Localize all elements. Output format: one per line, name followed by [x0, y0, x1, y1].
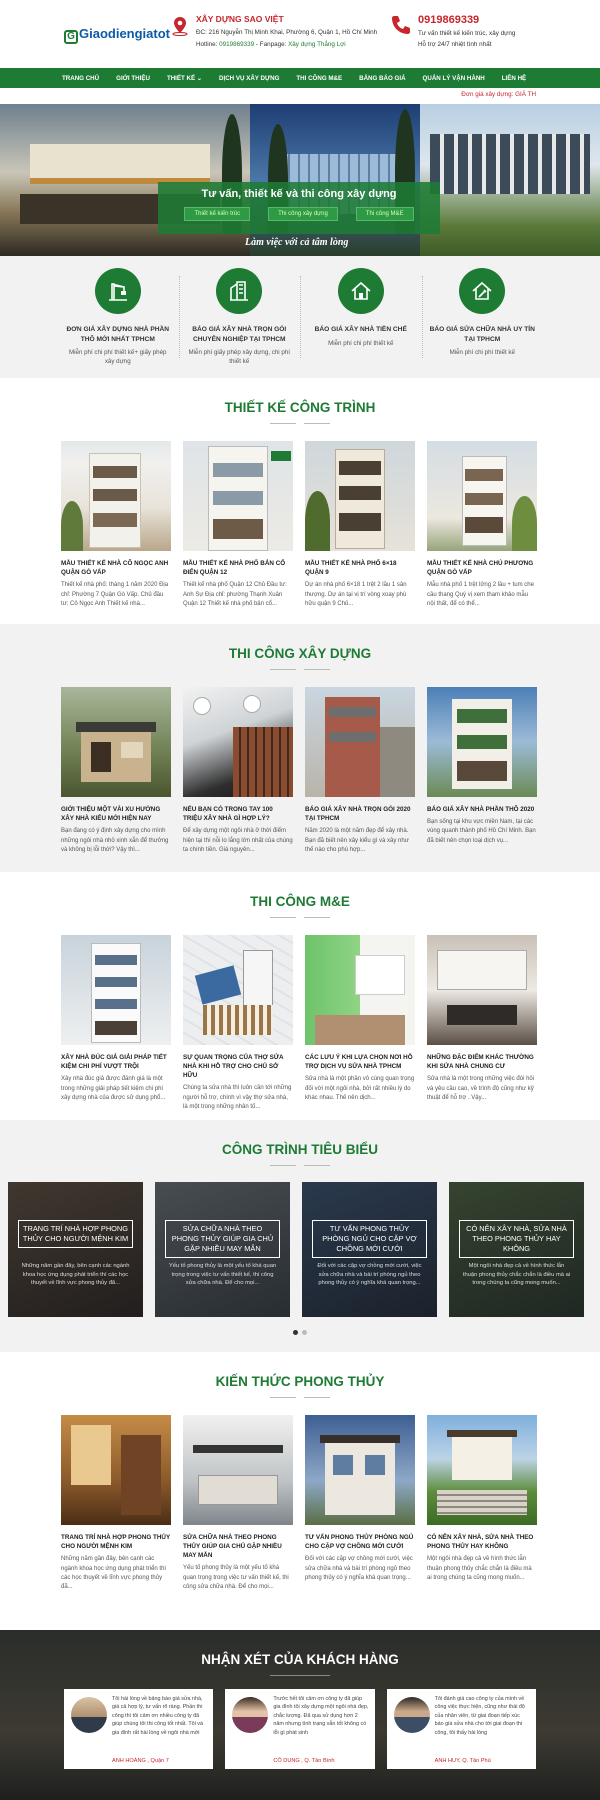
hotline-link[interactable]: 0919869339 [219, 41, 255, 48]
post-card[interactable] [61, 687, 171, 855]
post-excerpt: Thiết kế nhà phố Quận 12 Chủ Đầu tư: Anh Sự Địa chỉ: phường Thạnh Xuân Quận 12 Thiết kế nhà phố bản cổ... [183, 582, 287, 607]
reviewer-name: ANH HOÀNG , Quận 7 [112, 1758, 169, 1764]
featured-title[interactable]: SỬA CHỮA NHÀ THEO PHONG THỦY GIÚP GIA CHỦ GẶP NHIỀU MAY MẮN [165, 1220, 280, 1258]
service-desc: Miễn phí chi phí thiết kế [328, 339, 394, 347]
post-card[interactable] [305, 935, 415, 1112]
logo-text: Giaodiengiatot [79, 26, 170, 41]
avatar [232, 1697, 268, 1733]
post-thumbnail[interactable] [61, 1415, 171, 1525]
post-thumbnail[interactable] [305, 935, 415, 1045]
hero-overlay [158, 182, 440, 234]
hotline-line [196, 41, 377, 48]
review-text: Trước hết tôi cảm ơn công ty đã giúp gia đình tôi xây dựng một ngôi nhà đẹp, chắc lượng. Đã qua sử dụng hơn 2 năm nhưng tình trạng vẫn tốt không có lỗi gì phát sinh [273, 1696, 369, 1736]
main-nav [0, 68, 600, 88]
crane-icon [106, 279, 130, 303]
company-title: XÂY DỰNG SAO VIỆT [196, 14, 284, 24]
featured-carousel [0, 1182, 600, 1317]
post-thumbnail[interactable] [305, 441, 415, 551]
nav-item-about[interactable]: GIỚI THIỆU [116, 74, 150, 82]
post-thumbnail[interactable] [61, 441, 171, 551]
post-title[interactable]: CÓ NÊN XÂY NHÀ, SỬA NHÀ THEO PHONG THỦY HAY KHÔNG [427, 1534, 534, 1551]
service-desc: Miễn phí giấy phép xây dựng, chi phí thiết kế [188, 349, 290, 366]
service-title: ĐƠN GIÁ XÂY DỰNG NHÀ PHẦN THÔ MỚI NHẤT TPHCM [66, 326, 170, 343]
house-build-icon [349, 279, 373, 303]
post-card[interactable] [427, 441, 537, 609]
service-item[interactable] [422, 256, 544, 378]
post-thumbnail[interactable] [427, 935, 537, 1045]
post-card[interactable] [305, 1415, 415, 1592]
featured-excerpt: Những năm gần đây, bên cạnh các ngành khoa học ứng dụng phát triển thì các học thuyết về lĩnh vực phong thủy đã... [21, 1263, 130, 1287]
hero-banner [0, 104, 600, 256]
service-desc: Miễn phí chi phí thiết kế [449, 349, 515, 357]
featured-card[interactable] [449, 1182, 584, 1317]
service-item[interactable] [300, 256, 422, 378]
post-excerpt: Đối với các cặp vợ chồng mới cưới, việc sửa chữa nhà và bài trí phòng ngủ theo phong thủy có ý nghĩa khá quan trọng... [305, 1556, 413, 1581]
logo-mark: G [64, 30, 78, 44]
heading-ornament [270, 914, 330, 920]
service-title: BÁO GIÁ SỬA CHỮA NHÀ UY TÍN TẠI TPHCM [429, 326, 535, 343]
post-card[interactable] [183, 441, 293, 609]
post-title[interactable]: XÂY NHÀ ĐÚC GIẢ GIẢI PHÁP TIẾT KIỆM CHI PHÍ VƯỢT TRỘI [61, 1054, 167, 1071]
hero-button-design[interactable]: Thiết kế kiến trúc [184, 207, 250, 221]
service-desc: Miễn phí chi phí thiết kế+ giấy phép xây dựng [68, 349, 167, 366]
post-title[interactable]: TRANG TRÍ NHÀ HỢP PHONG THỦY CHO NGƯỜI MỆNH KIM [61, 1534, 171, 1551]
post-excerpt: Bạn đang có ý định xây dựng cho mình những ngôi nhà nhỏ xinh xắn để thưởng và không bị lỗi thời? Vậy thì... [61, 828, 169, 853]
post-title[interactable]: NẾU BẠN CÓ TRONG TAY 100 TRIỆU XÂY NHÀ GÌ HỢP LÝ? [183, 806, 273, 823]
post-title[interactable]: MẪU THIẾT KẾ NHÀ CHÚ PHƯƠNG QUẬN GÒ VẤP [427, 560, 534, 577]
heading-ornament [270, 1672, 330, 1678]
company-address: ĐC: 216 Nguyễn Thị Minh Khai, Phường 6, Quận 1, Hồ Chí Minh [196, 29, 378, 36]
post-excerpt: Sửa nhà là một phần vô cùng quan trọng đối với một ngôi nhà, bởi rất nhiều lý do khác nhau. Thế nên dịch... [305, 1076, 415, 1101]
post-card[interactable] [305, 687, 415, 855]
featured-excerpt: Yếu tố phong thủy là một yếu tố khá quan trọng trong việc tư vấn thiết kế, thi công sửa chữa nhà. Để cho mọi... [168, 1263, 277, 1287]
section-heading: CÔNG TRÌNH TIÊU BIỂU [221, 1142, 378, 1157]
post-thumbnail[interactable] [183, 1415, 293, 1525]
hero-heading: Tư vấn, thiết kế và thi công xây dựng [201, 188, 397, 200]
service-icon-badge [338, 268, 384, 314]
review-text: Tôi hài lòng về bảng báo giá sửa nhà, giá cả hợp lý, tư vấn rõ ràng. Phần thi công thì tôi cảm ơn nhiều công ty đã giúp chúng tôi thi công tốt nhất. Tôi và gia đình rất hài lòng về ngôi nhà mới [112, 1696, 204, 1736]
service-title: BÁO GIÁ XÂY NHÀ TRỌN GÓI CHUYÊN NGHIỆP TẠI TPHCM [192, 326, 287, 343]
nav-item-operations[interactable]: QUẢN LÝ VẬN HÀNH [422, 74, 485, 82]
post-title[interactable]: SỬA CHỮA NHÀ THEO PHONG THỦY GIÚP GIA CHỦ GẶP NHIỀU MAY MẮN [183, 1534, 282, 1560]
review-card [225, 1689, 374, 1769]
price-ticker[interactable]: Đơn giá xây dựng: GIÁ TH [461, 91, 536, 98]
ticker-bar [0, 88, 600, 104]
post-excerpt: Năm 2020 là một năm đẹp để xây nhà. Bạn đã biết nên xây kiểu gì và xây như thế nào cho phù hợp... [305, 828, 409, 853]
site-logo[interactable] [64, 26, 170, 44]
services-strip [0, 256, 600, 378]
post-title[interactable]: NHỮNG ĐẶC ĐIỂM KHÁC THƯỜNG KHI SỬA NHÀ CHUNG CƯ [427, 1054, 534, 1071]
nav-item-services[interactable]: DỊCH VỤ XÂY DỰNG [219, 74, 280, 82]
building-icon [227, 279, 251, 303]
heading-ornament [270, 420, 330, 426]
reviewer-name: CÔ DUNG , Q. Tân Bình [273, 1758, 335, 1764]
post-thumbnail[interactable] [427, 687, 537, 797]
fengshui-section [0, 1352, 600, 1610]
service-icon-badge [95, 268, 141, 314]
post-thumbnail[interactable] [427, 441, 537, 551]
carousel-dot[interactable] [293, 1330, 298, 1335]
fanpage-link[interactable]: Xây dựng Thắng Lợi [288, 41, 346, 48]
contact-info [170, 14, 377, 48]
heading-ornament [270, 1394, 330, 1400]
service-title: BÁO GIÁ XÂY NHÀ TIỀN CHẾ [314, 326, 407, 333]
post-excerpt: Sửa nhà là một trong những việc đòi hỏi và yêu cầu cao, về trình độ cũng như kỹ thuật để hỗ trợ . Vậy... [427, 1076, 535, 1101]
post-card[interactable] [183, 687, 293, 855]
location-icon [170, 16, 190, 36]
hero-tagline: Làm việc với cả tâm lòng [245, 237, 349, 248]
post-thumbnail[interactable] [183, 687, 293, 797]
section-heading: NHẬN XÉT CỦA KHÁCH HÀNG [201, 1652, 399, 1667]
post-thumbnail[interactable] [61, 687, 171, 797]
review-card [387, 1689, 536, 1769]
post-thumbnail[interactable] [427, 1415, 537, 1525]
hero-button-construction[interactable]: Thi công xây dựng [268, 207, 338, 221]
post-title[interactable]: MẪU THIẾT KẾ NHÀ CÔ NGỌC ANH QUẬN GÒ VẤP [61, 560, 169, 577]
construction-section [0, 624, 600, 872]
post-card[interactable] [183, 935, 293, 1112]
post-card[interactable] [183, 1415, 293, 1592]
hero-button-mep[interactable]: Thi công M&E [356, 207, 414, 221]
post-card[interactable] [61, 441, 171, 609]
hotline-number[interactable]: 0919869339 [418, 14, 480, 26]
post-card[interactable] [427, 687, 537, 855]
featured-excerpt: Một ngôi nhà đẹp cả về hình thức lẫn thuận phong thủy chắc chắn là điều mà ai trong chúng ta cũng mong muốn... [462, 1263, 571, 1287]
repair-house-icon [470, 279, 494, 303]
hotline-desc-1: Tư vấn thiết kế kiến trúc, xây dựng [418, 30, 516, 37]
featured-excerpt: Đối với các cặp vợ chồng mới cưới, việc sửa chữa nhà và bài trí phòng ngủ theo phong thủy có ý nghĩa khá quan trọng... [317, 1263, 422, 1287]
featured-card[interactable] [155, 1182, 290, 1317]
post-title[interactable]: CÁC LƯU Ý KHI LỰA CHỌN NƠI HỖ TRỢ DỊCH VỤ SỬA NHÀ TPHCM [305, 1054, 413, 1071]
post-card[interactable] [427, 935, 537, 1112]
post-excerpt: Những năm gần đây, bên cạnh các ngành khoa học ứng dụng phát triển thì các học thuyết về lĩnh vực phong thủy đã... [61, 1556, 167, 1591]
section-heading: KIẾN THỨC PHONG THỦY [215, 1374, 385, 1389]
post-thumbnail[interactable] [61, 935, 171, 1045]
post-thumbnail[interactable] [305, 687, 415, 797]
featured-card[interactable] [8, 1182, 143, 1317]
fanpage-label: - Fanpage: [255, 41, 287, 48]
featured-title[interactable]: TƯ VẤN PHONG THỦY PHÒNG NGỦ CHO CẶP VỢ CHỒNG MỚI CƯỚI [312, 1220, 427, 1258]
post-excerpt: Một ngôi nhà đẹp cả về hình thức lẫn thuận phong thủy chắc chắn là điều mà ai trong chúng ta cũng mong muốn... [427, 1556, 532, 1581]
service-item[interactable] [57, 256, 179, 378]
hotline-desc-2: Hỗ trợ 24/7 nhiệt tình nhất [418, 41, 492, 48]
review-text: Tôi đánh giá cao công ty của mình về công việc thực hiện, cũng như thái độ của nhân viên, từ giai đoạn tiếp xúc báo giá sửa nhà cho tới giai đoạn thi công, tôi thấy hài lòng [434, 1696, 525, 1736]
featured-card[interactable] [302, 1182, 437, 1317]
mep-section [0, 872, 600, 1120]
post-card[interactable] [427, 1415, 537, 1592]
post-excerpt: Mẫu nhà phố 1 trệt lửng 2 lầu + tum che cầu thang Quý vị xem tham khảo mẫu nội thất, để có thể... [427, 582, 534, 607]
post-title[interactable]: TƯ VẤN PHONG THỦY PHÒNG NGỦ CHO CẶP VỢ CHỒNG MỚI CƯỚI [305, 1534, 414, 1551]
header-hotline [390, 14, 515, 48]
section-heading: THI CÔNG M&E [250, 894, 350, 909]
post-title[interactable]: MẪU THIẾT KẾ NHÀ PHỐ 6×18 QUẬN 9 [305, 560, 397, 577]
post-thumbnail[interactable] [305, 1415, 415, 1525]
section-heading: THI CÔNG XÂY DỰNG [228, 646, 372, 661]
featured-title[interactable]: TRANG TRÍ NHÀ HỢP PHONG THỦY CHO NGƯỜI MỆNH KIM [18, 1220, 133, 1248]
nav-item-design[interactable]: THIẾT KẾ ⌄ [166, 74, 203, 82]
avatar [71, 1697, 107, 1733]
post-excerpt: Bạn sống tại khu vực miền Nam, tại các vùng quanh thành phố Hồ Chí Minh. Bạn đã biết nên chọn loại dịch vụ... [427, 819, 536, 844]
post-excerpt: Để xây dựng một ngôi nhà ở thời điểm hiện tại thì nỗi lo lắng lớn nhất của chúng ta chính tiền. Giá nguyên... [183, 828, 293, 853]
post-excerpt: Dự án nhà phố 6×18 1 trệt 2 lầu 1 sân thượng. Dự án tại vị trí vòng xoay phù hữu quận 9 Chủ... [305, 582, 407, 607]
site-header [0, 0, 600, 68]
service-icon-badge [216, 268, 262, 314]
nav-item-pricing[interactable]: BẢNG BÁO GIÁ [359, 74, 406, 82]
reviews-section [0, 1630, 600, 1800]
post-thumbnail[interactable] [183, 441, 293, 551]
heading-ornament [270, 666, 330, 672]
post-card[interactable] [305, 441, 415, 609]
post-title[interactable]: BÁO GIÁ XÂY NHÀ PHẦN THÔ 2020 [427, 806, 535, 813]
post-card[interactable] [61, 1415, 171, 1592]
carousel-dot[interactable] [302, 1330, 307, 1335]
nav-item-home[interactable]: TRANG CHỦ [62, 74, 100, 82]
phone-icon [390, 14, 410, 36]
post-title[interactable]: SỰ QUAN TRỌNG CỦA THỢ SỬA NHÀ KHI HỖ TRỢ CHO CHỦ SỞ HỮU [183, 1054, 284, 1080]
featured-section [0, 1120, 600, 1352]
service-item[interactable] [179, 256, 301, 378]
reviewer-name: ANH HUY, Q. Tân Phú [434, 1758, 491, 1764]
post-title[interactable]: GIỚI THIỆU MỘT VÀI XU HƯỚNG XÂY NHÀ KIỂU MỚI HIỆN NAY [61, 806, 161, 823]
section-heading: THIẾT KẾ CÔNG TRÌNH [224, 400, 376, 415]
nav-item-mep[interactable]: THI CÔNG M&E [296, 74, 343, 82]
avatar [394, 1697, 430, 1733]
post-excerpt: Yếu tố phong thủy là một yếu tố khá quan trọng trong việc tư vấn thiết kế, thi công sửa chữa nhà. Để cho mọi... [183, 1565, 289, 1590]
post-excerpt: Thiết kế nhà phố: tháng 1 năm 2020 Địa chỉ: Phường 7 Quận Gò Vấp. Chủ đầu tư: Cô Ngọc Anh Thiết kế nhà... [61, 582, 169, 607]
post-card[interactable] [61, 935, 171, 1112]
hero-image-right [420, 104, 600, 256]
review-card [64, 1689, 213, 1769]
post-excerpt: Chúng ta sửa nhà thì luôn cần tới những người hỗ trợ, chính vì vậy thợ sửa nhà, là một trong những nhân tố... [183, 1085, 292, 1110]
post-excerpt: Xây nhà đúc giả được đánh giá là một trong những giải pháp tiết kiệm chi phí xây dựng nhà của được sử dụng phổ... [61, 1076, 166, 1101]
post-title[interactable]: BÁO GIÁ XÂY NHÀ TRỌN GÓI 2020 TẠI TPHCM [305, 806, 411, 823]
post-title[interactable]: MẪU THIẾT KẾ NHÀ PHỐ BẢN CỔ ĐIỂN QUẬN 12 [183, 560, 286, 577]
nav-item-contact[interactable]: LIÊN HỆ [501, 74, 527, 82]
hotline-label: Hotline: [196, 41, 218, 48]
service-icon-badge [459, 268, 505, 314]
heading-ornament [270, 1162, 330, 1168]
design-section [0, 378, 600, 624]
carousel-dots [0, 1330, 600, 1337]
post-thumbnail[interactable] [183, 935, 293, 1045]
featured-title[interactable]: CÓ NÊN XÂY NHÀ, SỬA NHÀ THEO PHONG THỦY HAY KHÔNG [459, 1220, 574, 1258]
